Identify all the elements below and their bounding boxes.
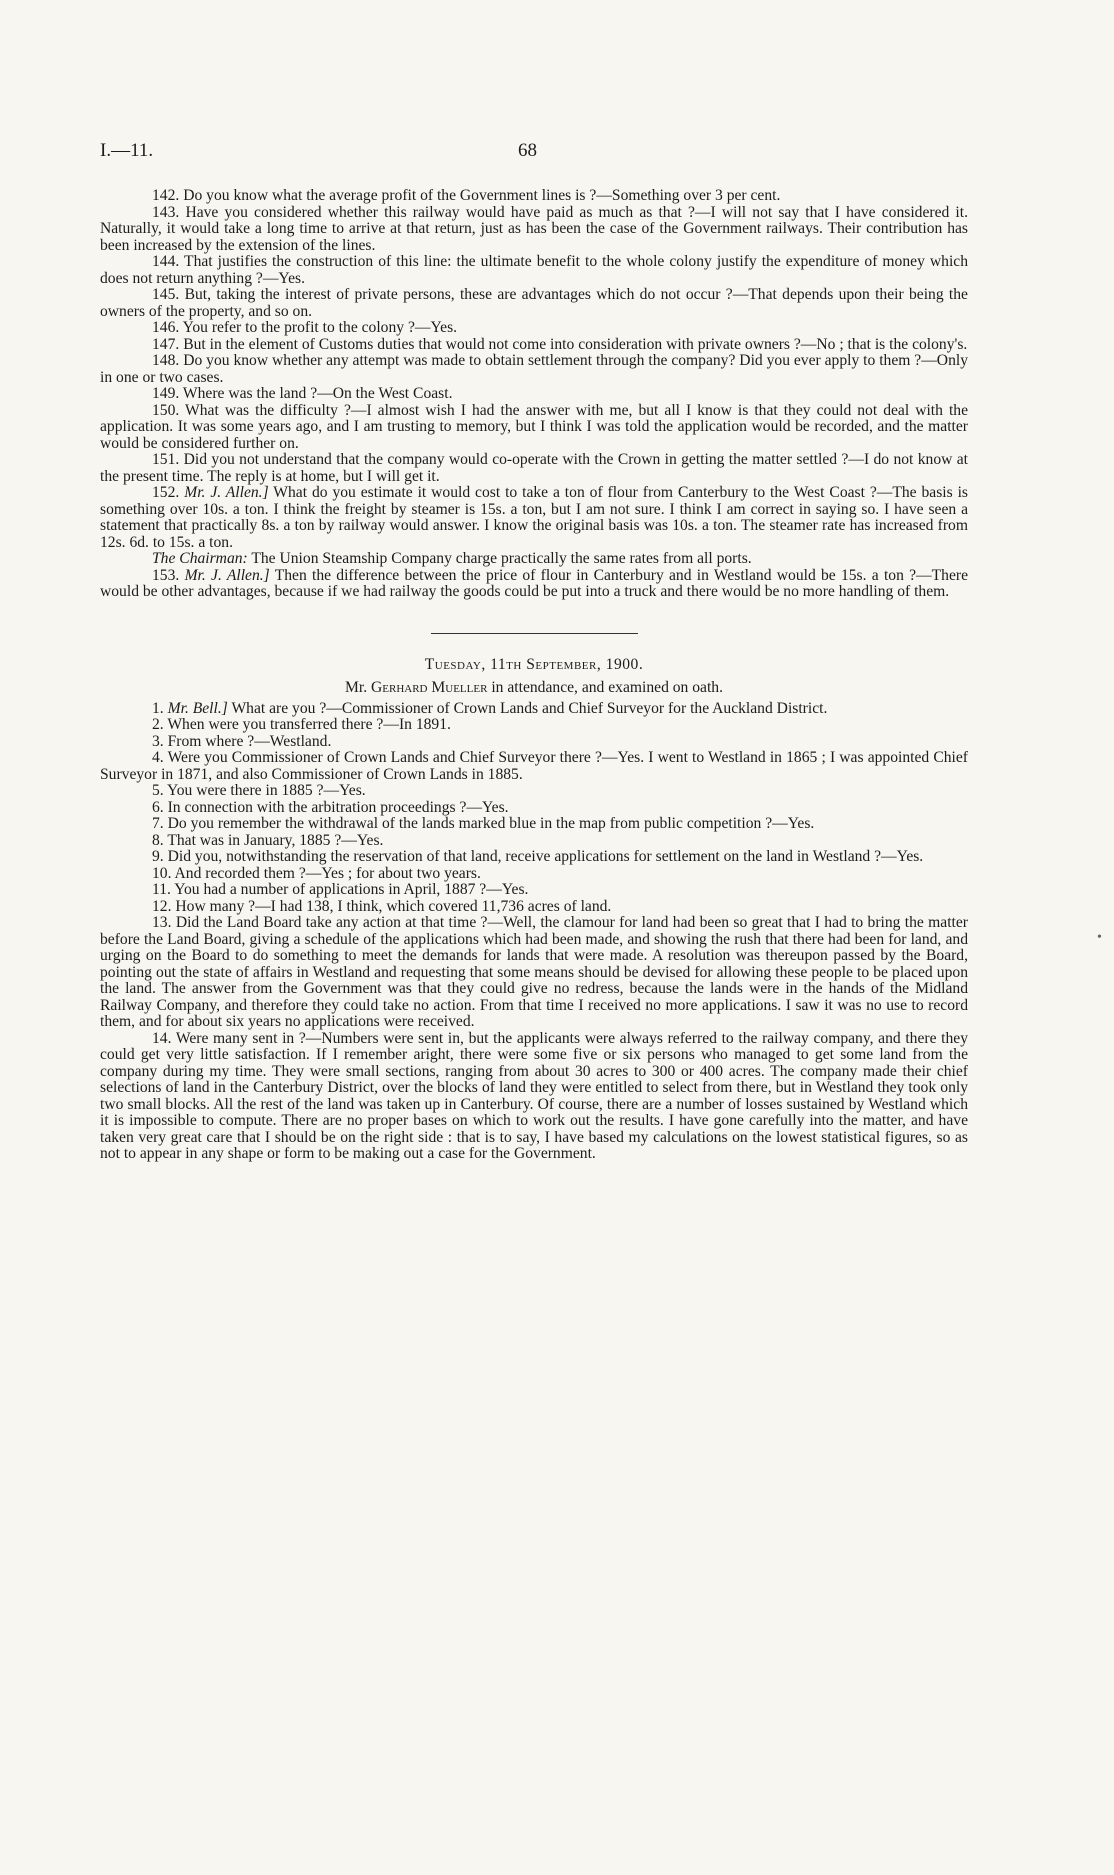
- paragraph: 152. Mr. J. Allen.] What do you estimate it would cost to take a ton of flour from Canterbury to the West Coast ?—The basis is something over 10s. a ton. I think the freight by steamer is 15s. a ton, but I am not sure. I think I am correct in saying so. I have seen a statement that practically 8s. a ton by railway would answer. I know the original basis was 10s. a ton. The steamer rate has increased from 12s. 6d. to 15s. a ton.: [100, 484, 968, 551]
- paragraph: 146. You refer to the profit to the colony ?—Yes.: [152, 319, 458, 336]
- paragraph: 149. Where was the land ?—On the West Coast.: [152, 385, 453, 402]
- witness-line: Mr. Gerhard Mueller in attendance, and examined on oath.: [345, 679, 723, 696]
- part1-paragraphs: [100, 188, 968, 601]
- paragraph: 7. Do you remember the withdrawal of the lands marked blue in the map from public competition ?—Yes.: [152, 815, 815, 832]
- paragraph: 153. Mr. J. Allen.] Then the difference between the price of flour in Canterbury and in Westland would be 15s. a ton ?—There would be other advantages, because if we had railway the goods could be put into a truck and there would be no more handling of them.: [100, 566, 969, 600]
- section-divider: [431, 633, 638, 634]
- paragraph: 2. When were you transferred there ?—In 1891.: [152, 716, 451, 733]
- paragraph: 145. But, taking the interest of private persons, these are advantages which do not occur ?—That depends upon their being the owners of the property, and so on.: [100, 286, 968, 320]
- paragraph: 13. Did the Land Board take any action at that time ?—Well, the clamour for land had been so great that I had to bring the matter before the Land Board, giving a schedule of the applications which had been made, and showing the rush that there had been for land, and urging on the Board to do something to meet the demands for lands that were made. A resolution was thereupon passed by the Board, pointing out the state of affairs in Westland and requesting that some means should be devised for allowing these people to be placed upon the land. The answer from the Government was that they could give no redress, because the lands were in the hands of the Midland Railway Company, and therefore they could take no action. From that time I received no more applications. I saw it was no use to record them, and for about six years no applications were received.: [100, 914, 968, 1030]
- speaker: Mr. J. Allen.]: [184, 484, 269, 501]
- witness-name: Gerhard Mueller: [371, 679, 488, 696]
- paragraph: 9. Did you, notwithstanding the reservation of that land, receive applications for settlement on the land in Westland ?—Yes.: [152, 848, 924, 865]
- part2-paragraphs: [100, 701, 968, 1163]
- paragraph: 143. Have you considered whether this railway would have paid as much as that ?—I will not say that I have considered it. Naturally, it would take a long time to arrive at that return, just as has been the case of the Government railways. Their contribution has been increased by the extension of the lines.: [100, 203, 968, 254]
- paragraph: 11. You had a number of applications in April, 1887 ?—Yes.: [152, 881, 529, 898]
- paragraph: 3. From where ?—Westland.: [152, 732, 332, 750]
- page-header: [100, 140, 970, 170]
- paragraph: 6. In connection with the arbitration proceedings ?—Yes.: [152, 798, 509, 816]
- paragraph: 8. That was in January, 1885 ?—Yes.: [152, 831, 384, 849]
- paragraph: 144. That justifies the construction of this line: the ultimate benefit to the whole colony justify the expenditure of money which does not return anything ?—Yes.: [100, 253, 968, 287]
- margin-mark: •: [1097, 930, 1102, 945]
- paragraph: 147. But in the element of Customs duties that would not come into consideration with private owners ?—No ; that is the colony's.: [152, 335, 968, 353]
- speaker: The Chairman:: [152, 550, 248, 567]
- document-reference: I.—11.: [100, 140, 154, 161]
- paragraph: 14. Were many sent in ?—Numbers were sent in, but the applicants were always referred to the railway company, and there they could get very little satisfaction. If I remember aright, there were some five or six persons who managed to get some land from the company during my time. They were small sections, ranging from about 30 acres to 300 or 400 acres. The company made their chief selections of land in the Canterbury District, over the blocks of land they were entitled to select from there, but in Westland they took only two small blocks. All the rest of the land was taken up in Canterbury. Of course, there are a number of losses sustained by Westland which it is impossible to compute. There are no proper bases on which to work out the results. I have gone carefully into the matter, and have taken very great care that I should be on the right side : that is to say, I have based my calculations on the lowest statistical figures, so as not to appear in any shape or form to be making out a case for the Government.: [100, 1029, 968, 1162]
- paragraph: 151. Did you not understand that the company would co-operate with the Crown in getting the matter settled ?—I do not know at the present time. The reply is at home, but I will get it.: [100, 451, 968, 485]
- paragraph: 142. Do you know what the average profit of the Government lines is ?—Something over 3 per cent.: [152, 187, 781, 204]
- session-date: Tuesday, 11th September, 1900.: [424, 655, 644, 673]
- paragraph: 4. Were you Commissioner of Crown Lands and Chief Surveyor there ?—Yes. I went to Westland in 1865 ; I was appointed Chief Surveyor in 1871, and also Commissioner of Crown Lands in 1885.: [100, 749, 968, 783]
- paragraph: 12. How many ?—I had 138, I think, which covered 11,736 acres of land.: [152, 897, 612, 915]
- paragraph: The Chairman: The Union Steamship Company charge practically the same rates from all ports.: [152, 550, 752, 567]
- speaker: Mr. J. Allen.]: [184, 566, 270, 584]
- paragraph: 148. Do you know whether any attempt was made to obtain settlement through the company? Did you ever apply to them ?—Only in one or two cases.: [100, 352, 968, 386]
- paragraph: 5. You were there in 1885 ?—Yes.: [152, 782, 366, 799]
- page-number: 68: [518, 140, 537, 161]
- paragraph: 150. What was the difficulty ?—I almost wish I had the answer with me, but all I know is that they could not deal with the application. It was some years ago, and I am trusting to memory, but I think I was told the application would be recorded, and the matter would be considered further on.: [100, 401, 968, 452]
- speaker: Mr. Bell.]: [167, 699, 228, 717]
- paragraph: 1. Mr. Bell.] What are you ?—Commissioner of Crown Lands and Chief Surveyor for the Auckland District.: [152, 699, 828, 717]
- document-body: [100, 188, 968, 1163]
- paragraph: 10. And recorded them ?—Yes ; for about two years.: [152, 864, 481, 882]
